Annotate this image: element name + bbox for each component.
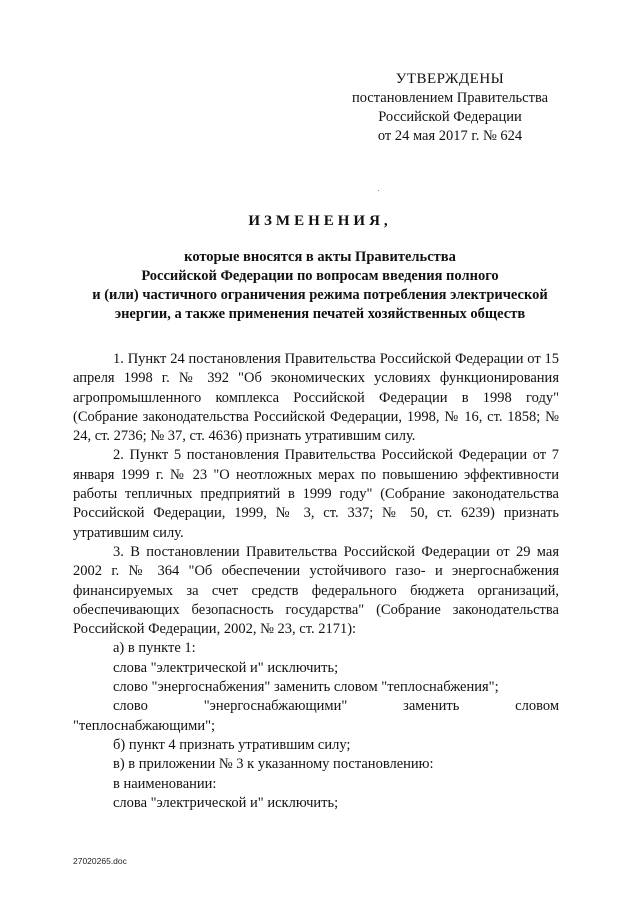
approval-heading: УТВЕРЖДЕНЫ [395,71,505,87]
subitem-a-line-3-cont: "теплоснабжающими"; [73,717,216,734]
subitem-a: а) в пункте 1: [113,640,196,657]
paragraph-3: 3. В постановлении Правительства Российской Федерации от 29 мая 2002 г. № 364 "Об обеспечении устойчивого газо- и энергоснабжения финансируемых за счет средств федерального бюджета организаций, обеспечивающих безопасность государства" (Собрание законодательства Российской Федерации, 2002, № 23, ст. 2171): [73,543,559,638]
document-title: ИЗМЕНЕНИЯ, [248,213,392,229]
subitem-a-line-1: слова "электрической и" исключить; [113,659,339,676]
subtitle-line-1: которые вносятся в акты Правительства [184,249,456,265]
subtitle-line-4: энергии, а также применения печатей хозяйственных обществ [114,306,526,322]
approval-block [300,70,600,146]
approval-line-1: постановлением Правительства [351,90,549,106]
approval-line-2: Российской Федерации [378,109,522,125]
paragraph-1: 1. Пункт 24 постановления Правительства Российской Федерации от 15 апреля 1998 г. № 392 "Об экономических условиях функционирования агропромышленного комплекса Российской Федерации в 1998 году" (Собрание законодательства Российской Федерации, 1998, № 16, ст. 1858; № 24, ст. 2736; № 37, ст. 4636) признать утратившим силу. [73,351,559,445]
subitem-c-line-1: в наименовании: [113,775,217,792]
footer-filename: 27020265.doc [73,856,127,866]
paragraph-2: 2. Пункт 5 постановления Правительства Российской Федерации от 7 января 1999 г. № 23 "О неотложных мерах по повышению эффективности работы тепличных предприятий в 1999 году" (Собрание законодательства Российской Федерации, 1999, № 3, ст. 337; № 50, ст. 6239) признать утратившим силу. [73,447,559,541]
approval-date-number: от 24 мая 2017 г. № 624 [377,128,523,144]
subitem-b: б) пункт 4 признать утратившим силу; [113,736,351,753]
subitem-a-line-3: слово "энергоснабжающими" заменить словом [113,698,559,715]
document-title-block [60,212,580,324]
subtitle-line-2: Российской Федерации по вопросам введения полного [141,268,499,284]
document-body [73,350,559,813]
subitem-c: в) в приложении № 3 к указанному постановлению: [113,756,434,773]
scan-speck [378,190,379,191]
subitem-a-line-2: слово "энергоснабжения" заменить словом "теплоснабжения"; [113,679,499,696]
subitem-c-line-2: слова "электрической и" исключить; [113,794,339,811]
subtitle-line-3: и (или) частичного ограничения режима потребления электрической [92,287,548,303]
